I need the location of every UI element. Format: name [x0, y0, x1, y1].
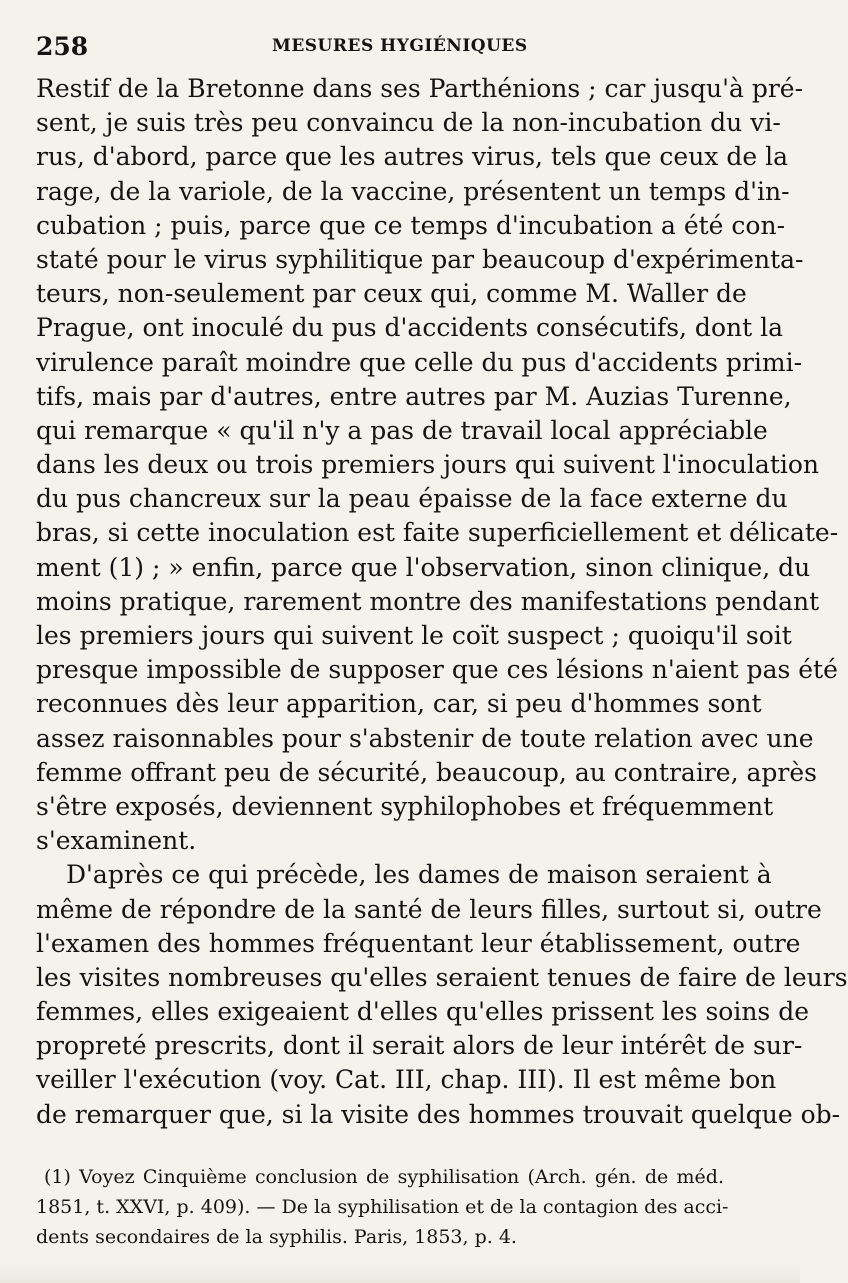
text-line: tifs, mais par d'autres, entre autres par M. Auzias Turenne, — [36, 381, 792, 411]
footnote-line: (1) Voyez Cinquième conclusion de syphilisation (Arch. gén. de méd. — [44, 1166, 724, 1188]
text-line: virulence paraît moindre que celle du pus d'accidents primi- — [36, 347, 803, 377]
text-line: staté pour le virus syphilitique par beaucoup d'expérimenta- — [36, 244, 804, 274]
footnote-line: 1851, t. XXVI, p. 409). — De la syphilisation et de la contagion des acci- — [36, 1196, 729, 1218]
text-line: bras, si cette inoculation est faite superficiellement et délicate- — [36, 518, 839, 548]
page-header — [36, 30, 736, 64]
text-line: moins pratique, rarement montre des manifestations pendant — [36, 586, 820, 616]
text-line: qui remarque « qu'il n'y a pas de travail local appréciable — [36, 415, 768, 445]
text-line: Restif de la Bretonne dans ses Parthénions ; car jusqu'à pré- — [36, 74, 804, 103]
text-line: presque impossible de supposer que ces lésions n'aient pas été — [36, 655, 838, 685]
text-line: femme offrant peu de sécurité, beaucoup, au contraire, après — [36, 757, 817, 787]
text-line: les premiers jours qui suivent le coït suspect ; quoiqu'il soit — [36, 621, 792, 650]
text-line: cubation ; puis, parce que ce temps d'incubation a été con- — [36, 210, 786, 240]
footnotes — [36, 1162, 729, 1252]
text-line: sent, je suis très peu convaincu de la non-incubation du vi- — [36, 108, 781, 138]
text-line: reconnues dès leur apparition, car, si peu d'hommes sont — [36, 689, 762, 719]
page-number: 258 — [36, 32, 89, 61]
text-line: femmes, elles exigeaient d'elles qu'elles prissent les soins de — [36, 997, 809, 1027]
text-line: les visites nombreuses qu'elles seraient tenues de faire de leurs — [36, 962, 848, 992]
paragraph-2 — [36, 858, 848, 1132]
text-line: du pus chancreux sur la peau épaisse de la face externe du — [36, 484, 788, 514]
text-line: propreté prescrits, dont il serait alors de leur intérêt de sur- — [36, 1031, 803, 1061]
footnote-line: dents secondaires de la syphilis. Paris, 1853, p. 4. — [36, 1226, 517, 1248]
text-line: même de répondre de la santé de leurs filles, surtout si, outre — [36, 894, 822, 924]
page-bottom-edge — [0, 1262, 800, 1283]
text-line: s'être exposés, deviennent syphilophobes et fréquemment — [36, 791, 774, 821]
text-line: rage, de la variole, de la vaccine, présentent un temps d'in- — [36, 176, 790, 206]
text-line: ment (1) ; » enfin, parce que l'observation, sinon clinique, du — [36, 552, 811, 582]
text-line: Prague, ont inoculé du pus d'accidents consécutifs, dont la — [36, 313, 783, 343]
paragraph-1 — [36, 72, 839, 858]
running-head: MESURES HYGIÉNIQUES — [272, 36, 528, 56]
text-line: rus, d'abord, parce que les autres virus, tels que ceux de la — [36, 142, 788, 172]
text-line: l'examen des hommes fréquentant leur établissement, outre — [36, 928, 801, 958]
text-line: teurs, non-seulement par ceux qui, comme M. Waller de — [36, 279, 747, 309]
text-line: s'examinent. — [36, 826, 197, 856]
text-line: D'après ce qui précède, les dames de maison seraient à — [66, 860, 772, 890]
text-line: veiller l'exécution (voy. Cat. III, chap. III). Il est même bon — [36, 1065, 777, 1095]
text-line: assez raisonnables pour s'abstenir de toute relation avec une — [36, 723, 814, 753]
body-text — [36, 72, 848, 1132]
text-line: de remarquer que, si la visite des hommes trouvait quelque ob- — [36, 1099, 841, 1129]
text-line: dans les deux ou trois premiers jours qui suivent l'inoculation — [36, 450, 820, 480]
